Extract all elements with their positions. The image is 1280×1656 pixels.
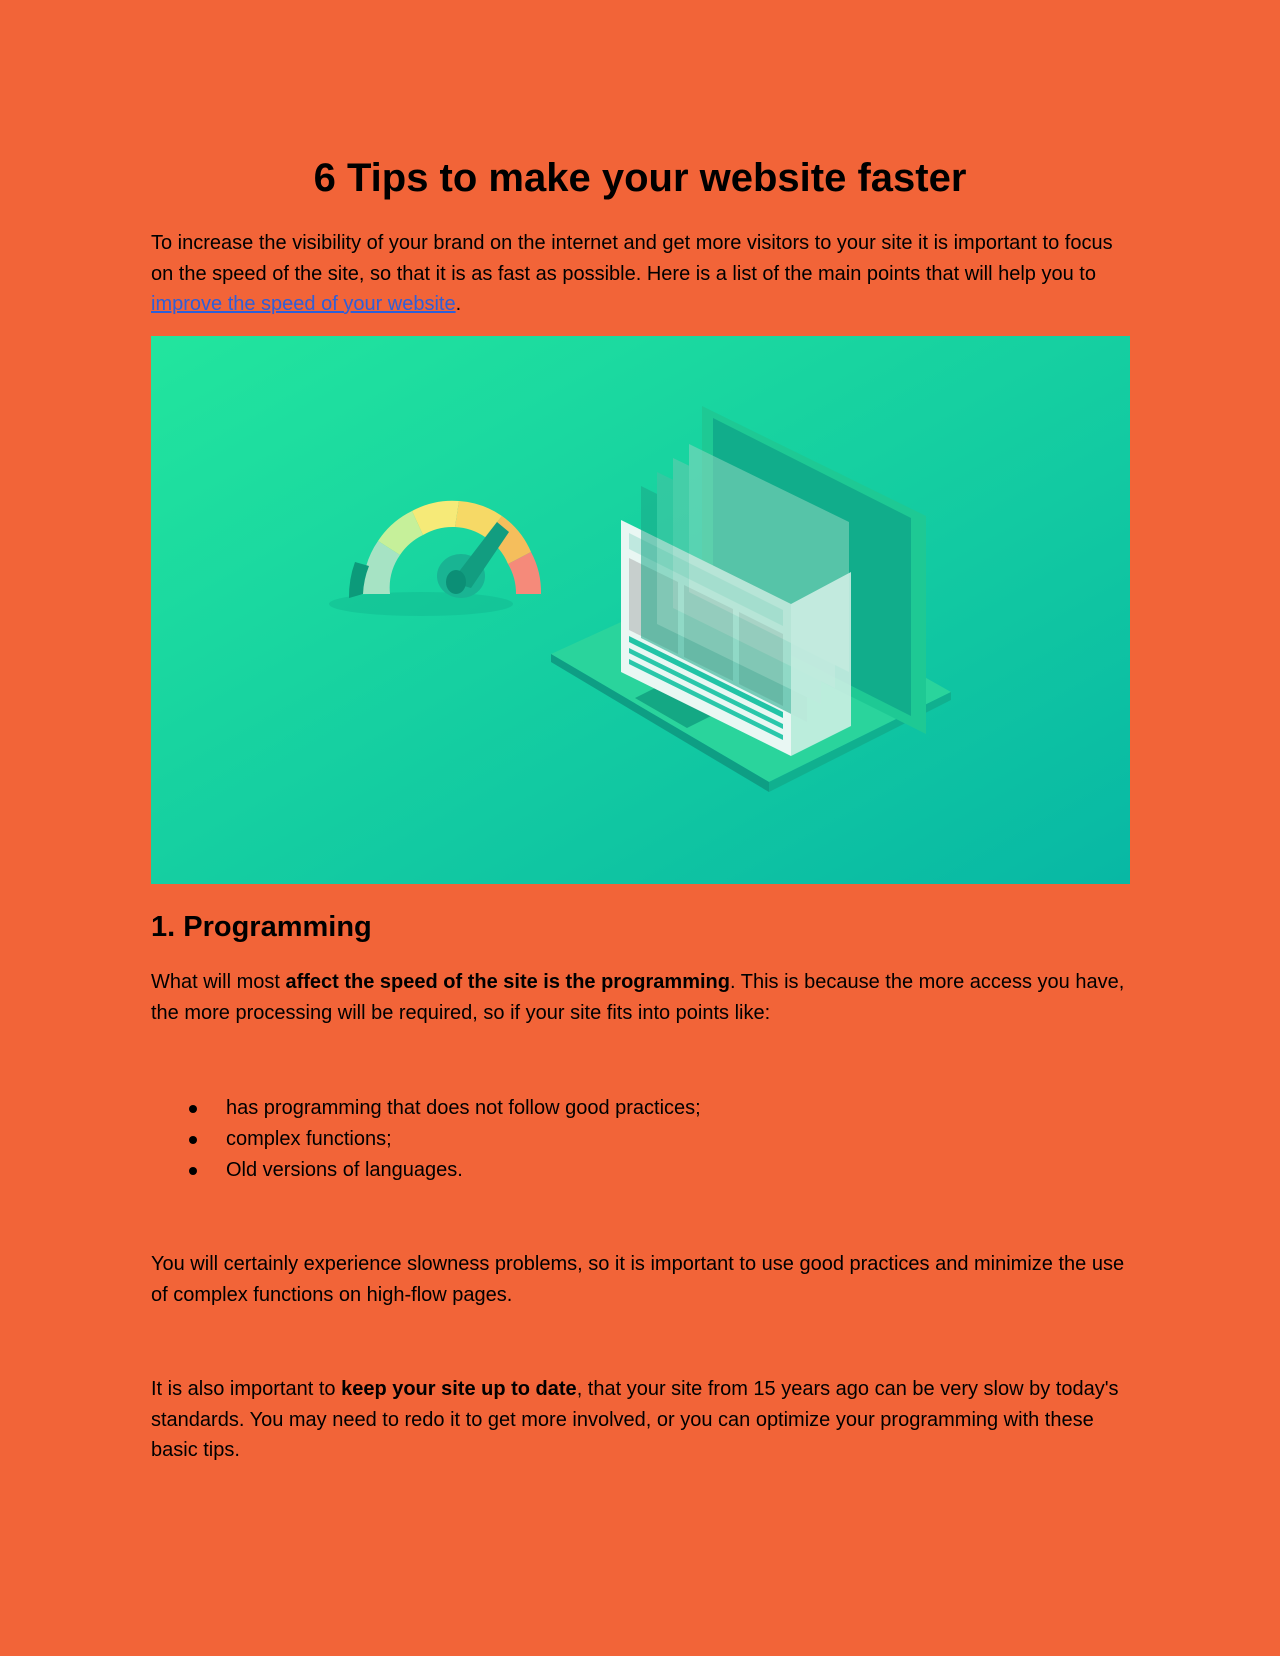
list-item xyxy=(151,1124,1051,1155)
intro-text-start: To increase the visibility of your brand on the internet and get more visitors to your site it is important to focus on the speed of the site, so that it is as fast as possible. Here is a list of the main points that will help you to xyxy=(151,232,1113,285)
programming-bullet-list xyxy=(151,1093,1051,1186)
p3-text-end: , that your site from 15 years ago can be very slow by today's standards. You may need to redo it to get more involved, or you can optimize your programming with these basic tips. xyxy=(151,1378,1119,1461)
p1-text-start: What will most xyxy=(151,971,286,993)
bullet-icon xyxy=(189,1136,197,1144)
programming-paragraph-3 xyxy=(151,1374,1131,1466)
page-title: 6 Tips to make your website faster xyxy=(313,156,967,200)
list-item-text: has programming that does not follow good practices; xyxy=(226,1097,701,1119)
list-item-text: complex functions; xyxy=(226,1128,392,1150)
improve-speed-link[interactable]: improve the speed of your website xyxy=(151,293,456,315)
list-item xyxy=(151,1093,1051,1124)
p3-bold-text: keep your site up to date xyxy=(341,1378,577,1400)
p1-bold-text: affect the speed of the site is the programming xyxy=(285,971,730,993)
programming-paragraph-2: You will certainly experience slowness problems, so it is important to use good practices and minimize the use of complex functions on high-flow pages. xyxy=(151,1253,1125,1306)
hero-illustration xyxy=(151,336,1130,884)
intro-text-end: . xyxy=(455,293,462,315)
bullet-icon xyxy=(189,1105,197,1113)
p3-text-start: It is also important to xyxy=(151,1378,342,1400)
p1-text-end: . This is because the more access you have, the more processing will be required, so if your site fits into points like: xyxy=(151,971,1125,1024)
list-item xyxy=(151,1155,1051,1186)
programming-paragraph-1 xyxy=(151,967,1131,1028)
intro-paragraph xyxy=(151,228,1131,320)
section-heading-programming: 1. Programming xyxy=(151,911,372,943)
bullet-icon xyxy=(189,1167,197,1175)
list-item-text: Old versions of languages. xyxy=(226,1159,463,1181)
